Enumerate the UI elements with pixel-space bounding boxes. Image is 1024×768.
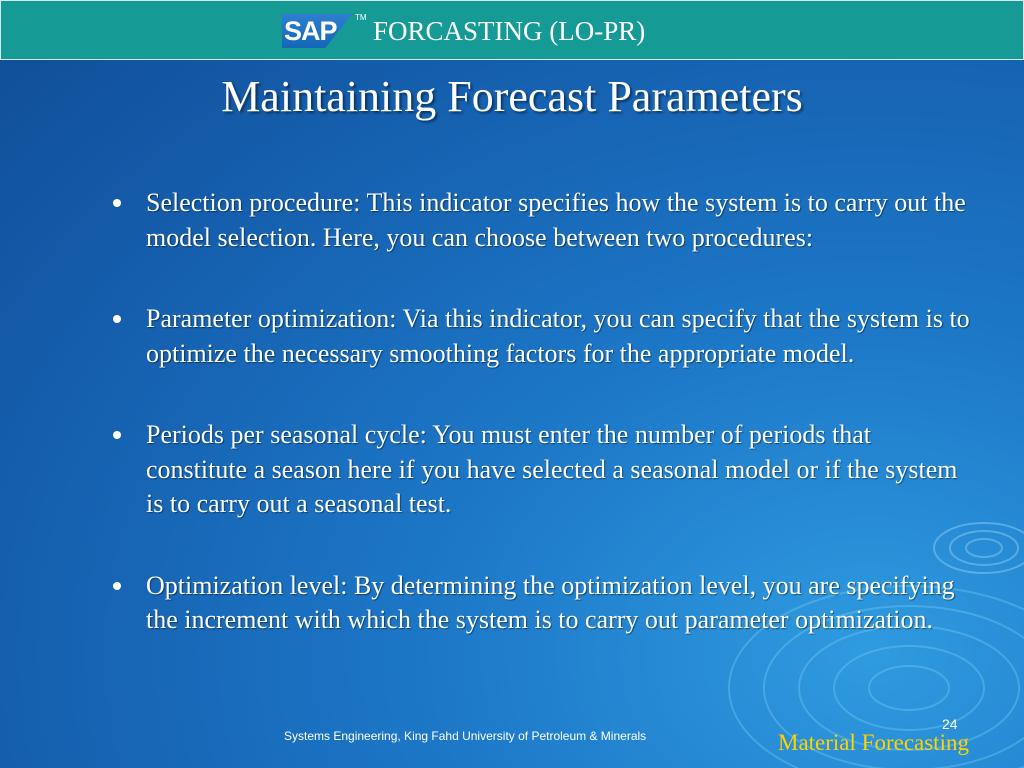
bullet-item-periods-per-seasonal-cycle [110,418,970,522]
bullet-icon [113,431,121,439]
bullet-item-selection-procedure [110,186,970,255]
bullet-item-parameter-optimization [110,302,970,371]
slide-title: Maintaining Forecast Parameters [221,72,803,121]
sap-logo-text: SAP [284,16,337,46]
footer-institution: Systems Engineering, King Fahd University of Petroleum & Minerals [284,729,647,743]
bullet-icon [113,199,121,207]
bullet-text: Selection procedure: This indicator specifies how the system is to carry out the model selection. Here, you can choose between two procedures: [146,188,966,252]
bullet-text: Optimization level: By determining the optimization level, you are specifying the increment with which the system is to carry out parameter optimization. [146,570,955,634]
bullet-icon [113,582,121,590]
bullet-list [110,186,970,685]
bullet-text: Periods per seasonal cycle: You must enter the number of periods that constitute a season here if you have selected a seasonal model or if the system is to carry out a seasonal test. [146,420,958,518]
footer-course-title: Material Forecasting [778,730,969,755]
header-bar [0,0,1024,60]
bullet-item-optimization-level [110,569,970,638]
trademark-mark: TM [355,13,367,22]
slide-number: 24 [942,716,958,732]
bullet-text: Parameter optimization: Via this indicator, you can specify that the system is to optimize the necessary smoothing factors for the appropriate model. [146,304,970,368]
header-title: FORCASTING (LO-PR) [373,16,646,46]
bullet-icon [113,315,121,323]
